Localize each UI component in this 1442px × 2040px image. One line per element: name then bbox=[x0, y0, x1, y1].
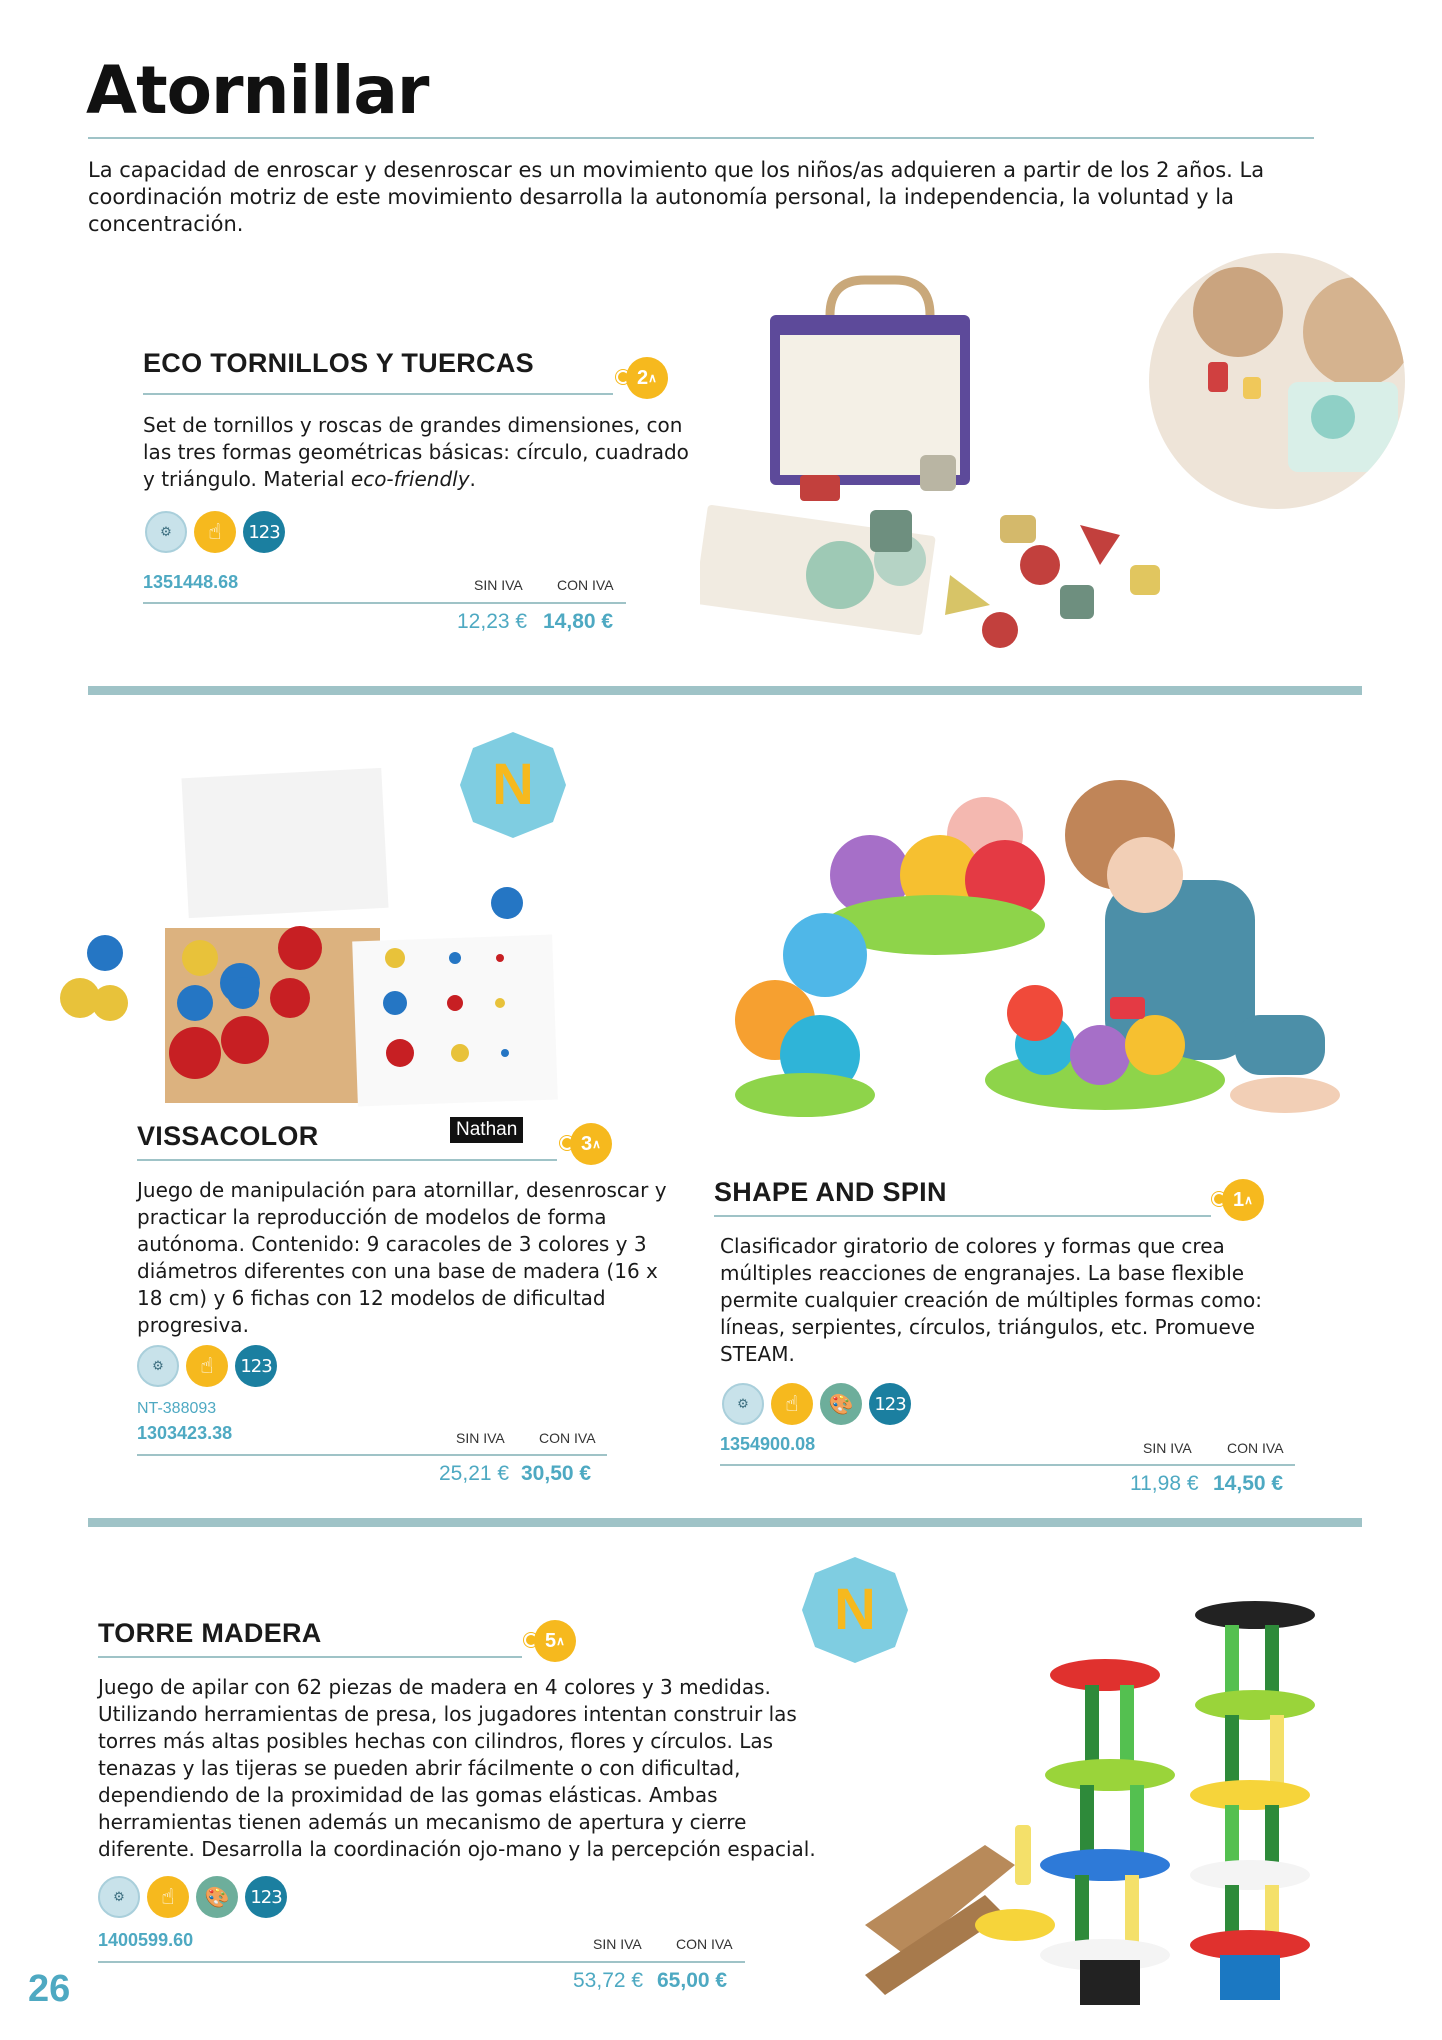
brand-logo: Nathan bbox=[450, 1117, 523, 1143]
product-ref-code: 1354900.08 bbox=[720, 1434, 816, 1454]
con-iva-label: CON IVA bbox=[539, 1430, 596, 1446]
price-rule bbox=[143, 602, 626, 604]
skill-icons bbox=[98, 1876, 287, 1918]
new-badge-letter: N bbox=[834, 1577, 876, 1642]
price-con-iva: 30,50 € bbox=[521, 1462, 592, 1485]
product-ref-code: 1351448.68 bbox=[143, 572, 239, 592]
screw-skill-icon: ⚙ bbox=[722, 1383, 764, 1425]
product-description: Clasificador giratorio de colores y formas que crea múltiples reacciones de engranajes. La base flexible permite cualquier creación de múltiples formas como: líneas, serpientes, círculos, triángulos, etc. Promueve STEAM. bbox=[720, 1234, 1263, 1366]
con-iva-label: CON IVA bbox=[557, 577, 614, 593]
product-title: VISSACOLOR bbox=[137, 1121, 319, 1151]
intro-text: La capacidad de enroscar y desenroscar es un movimiento que los niños/as adquieren a partir de los 2 años. La coordinación motriz de este movimiento desarrolla la autonomía personal, la independencia, la voluntad y la concentración. bbox=[88, 158, 1265, 236]
price-rule bbox=[720, 1464, 1295, 1466]
page-title: Atornillar bbox=[86, 52, 429, 129]
new-badge-letter: N bbox=[492, 752, 534, 817]
price-con-iva: 14,50 € bbox=[1213, 1472, 1284, 1495]
art-palette-icon: 🎨 bbox=[196, 1876, 238, 1918]
skill-icons bbox=[137, 1345, 277, 1387]
torre-madera-product-photo bbox=[865, 1595, 1345, 2015]
motor-skill-icon: ☝ bbox=[186, 1345, 228, 1387]
price-sin-iva: 12,23 € bbox=[457, 610, 528, 633]
screw-skill-icon: ⚙ bbox=[137, 1345, 179, 1387]
age-badge: 3 ∧ bbox=[570, 1123, 612, 1165]
price-sin-iva: 53,72 € bbox=[573, 1969, 644, 1992]
product-title: SHAPE AND SPIN bbox=[714, 1177, 947, 1207]
shape-and-spin-product-photo bbox=[715, 775, 1355, 1175]
numbers-123-icon: 123 bbox=[235, 1345, 277, 1387]
numbers-123-icon: 123 bbox=[245, 1876, 287, 1918]
section-divider bbox=[88, 1518, 1362, 1527]
product-ref-code: 1400599.60 bbox=[98, 1930, 194, 1950]
age-badge: 5 ∧ bbox=[534, 1620, 576, 1662]
con-iva-label: CON IVA bbox=[1227, 1440, 1284, 1456]
price-rule bbox=[98, 1961, 745, 1963]
screw-skill-icon: ⚙ bbox=[145, 511, 187, 553]
page-number: 26 bbox=[28, 1968, 71, 2010]
price-sin-iva: 25,21 € bbox=[439, 1462, 510, 1485]
product-title: TORRE MADERA bbox=[98, 1618, 322, 1648]
vissacolor-product-photo bbox=[45, 768, 565, 1108]
product-description: Juego de apilar con 62 piezas de madera en 4 colores y 3 medidas. Utilizando herramientas de presa, los jugadores intentan construir las torres más altas posibles hechas con cilindros, flores y círculos. Las tenazas y las tijeras se pueden abrir fácilmente o con dificultad, dependiendo de la proximidad de las gomas elásticas. Ambas herramientas tienen además un mecanismo de apertura y cierre diferente. Desarrolla la coordinación ojo-mano y la percepción espacial. bbox=[98, 1675, 816, 1861]
sin-iva-label: SIN IVA bbox=[456, 1430, 505, 1446]
product-description: Juego de manipulación para atornillar, desenroscar y practicar la reproducción de modelos de forma autónoma. Contenido: 9 caracoles de 3 colores y 3 diámetros diferentes con una base de madera (16 x 18 cm) y 6 fichas con 12 modelos de dificultad progresiva. bbox=[137, 1178, 667, 1337]
section-divider bbox=[88, 686, 1362, 695]
product-title-rule bbox=[714, 1215, 1211, 1217]
age-badge: 1 ∧ bbox=[1222, 1179, 1264, 1221]
price-sin-iva: 11,98 € bbox=[1130, 1472, 1199, 1495]
motor-skill-icon: ☝ bbox=[194, 511, 236, 553]
title-rule bbox=[88, 137, 1314, 139]
child-playing-photo bbox=[1148, 252, 1406, 510]
product-title-rule bbox=[143, 393, 613, 395]
numbers-123-icon: 123 bbox=[243, 511, 285, 553]
product-ref-code: 1303423.38 bbox=[137, 1423, 233, 1443]
price-rule bbox=[137, 1454, 607, 1456]
motor-skill-icon: ☝ bbox=[771, 1383, 813, 1425]
art-palette-icon: 🎨 bbox=[820, 1383, 862, 1425]
price-con-iva: 65,00 € bbox=[657, 1969, 728, 1992]
product-title-rule bbox=[98, 1656, 522, 1658]
product-description-emphasis: eco-friendly bbox=[350, 467, 470, 491]
motor-skill-icon: ☝ bbox=[147, 1876, 189, 1918]
product-description: Set de tornillos y roscas de grandes dimensiones, con las tres formas geométricas básicas: círculo, cuadrado y triángulo. Material eco-friendly. bbox=[143, 413, 689, 491]
age-badge: 2 ∧ bbox=[626, 357, 668, 399]
product-title-rule bbox=[137, 1159, 557, 1161]
sin-iva-label: SIN IVA bbox=[474, 577, 523, 593]
skill-icons bbox=[722, 1383, 911, 1425]
sin-iva-label: SIN IVA bbox=[1143, 1440, 1192, 1456]
product-brand-ref: NT-388093 bbox=[137, 1400, 217, 1417]
con-iva-label: CON IVA bbox=[676, 1936, 733, 1952]
screw-skill-icon: ⚙ bbox=[98, 1876, 140, 1918]
product-title: ECO TORNILLOS Y TUERCAS bbox=[143, 348, 534, 378]
skill-icons bbox=[145, 511, 285, 553]
numbers-123-icon: 123 bbox=[869, 1383, 911, 1425]
price-con-iva: 14,80 € bbox=[543, 610, 614, 633]
sin-iva-label: SIN IVA bbox=[593, 1936, 642, 1952]
